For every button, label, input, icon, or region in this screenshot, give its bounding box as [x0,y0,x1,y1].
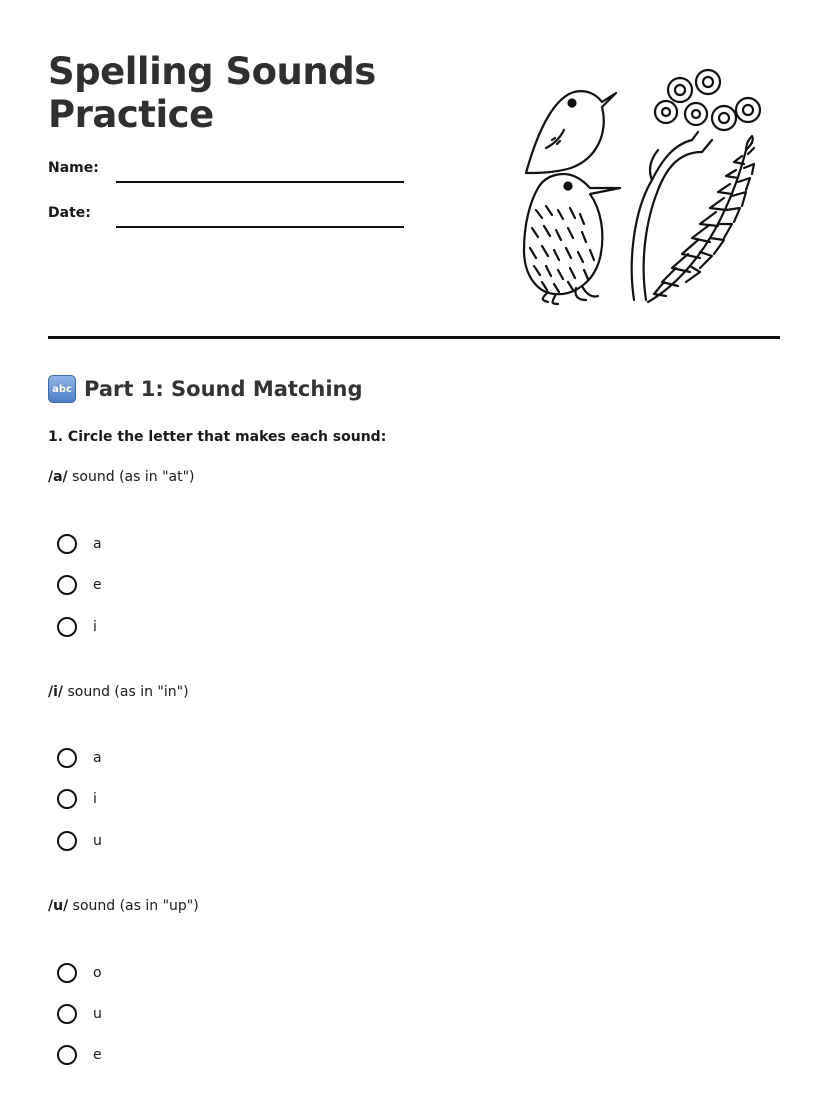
option-u-u[interactable] [57,1001,102,1027]
option-label: e [93,1047,102,1063]
radio-circle[interactable] [57,534,77,554]
abc-input-icon: abc [48,375,76,403]
birds-and-plants-illustration [516,60,776,310]
radio-circle[interactable] [57,831,77,851]
option-i-a[interactable] [57,745,102,771]
sound-symbol: /u/ [48,898,69,914]
radio-circle[interactable] [57,789,77,809]
radio-circle[interactable] [57,963,77,983]
part1-title [48,373,363,405]
sound-prompt-a [48,469,195,485]
lower-bird-drawing [524,174,620,304]
option-label: a [93,750,102,766]
title-line-2: Practice [48,93,214,136]
option-label: u [93,1006,102,1022]
radio-circle[interactable] [57,748,77,768]
option-label: e [93,577,102,593]
sound-symbol: /a/ [48,469,68,485]
sound-hint: sound (as in "up") [68,898,199,914]
option-a-e[interactable] [57,572,102,598]
option-i-i[interactable] [57,786,97,812]
option-label: u [93,833,102,849]
radio-circle[interactable] [57,1045,77,1065]
option-a-i[interactable] [57,614,97,640]
worksheet-title [48,50,376,136]
option-label: o [93,965,102,981]
option-u-o[interactable] [57,960,102,986]
option-i-u[interactable] [57,828,102,854]
header-divider [48,336,780,339]
sound-hint: sound (as in "at") [67,469,195,485]
part1-title-text: Part 1: Sound Matching [84,377,363,401]
name-field[interactable] [48,160,408,190]
name-line[interactable] [116,181,404,183]
radio-circle[interactable] [57,1004,77,1024]
date-label: Date: [48,205,91,221]
date-line[interactable] [116,226,404,228]
sound-symbol: /i/ [48,684,64,700]
upper-bird-drawing [526,91,616,173]
option-label: i [93,791,97,807]
date-field[interactable] [48,205,408,235]
option-a-a[interactable] [57,531,102,557]
option-label: a [93,536,102,552]
question-1-instruction: 1. Circle the letter that makes each sound: [48,429,387,445]
spiral-flower-plant [632,70,760,300]
option-label: i [93,619,97,635]
sound-hint: sound (as in "in") [63,684,189,700]
radio-circle[interactable] [57,617,77,637]
option-u-e[interactable] [57,1042,102,1068]
sound-prompt-u [48,898,199,914]
sound-prompt-i [48,684,189,700]
name-label: Name: [48,160,99,176]
radio-circle[interactable] [57,575,77,595]
title-line-1: Spelling Sounds [48,50,376,93]
